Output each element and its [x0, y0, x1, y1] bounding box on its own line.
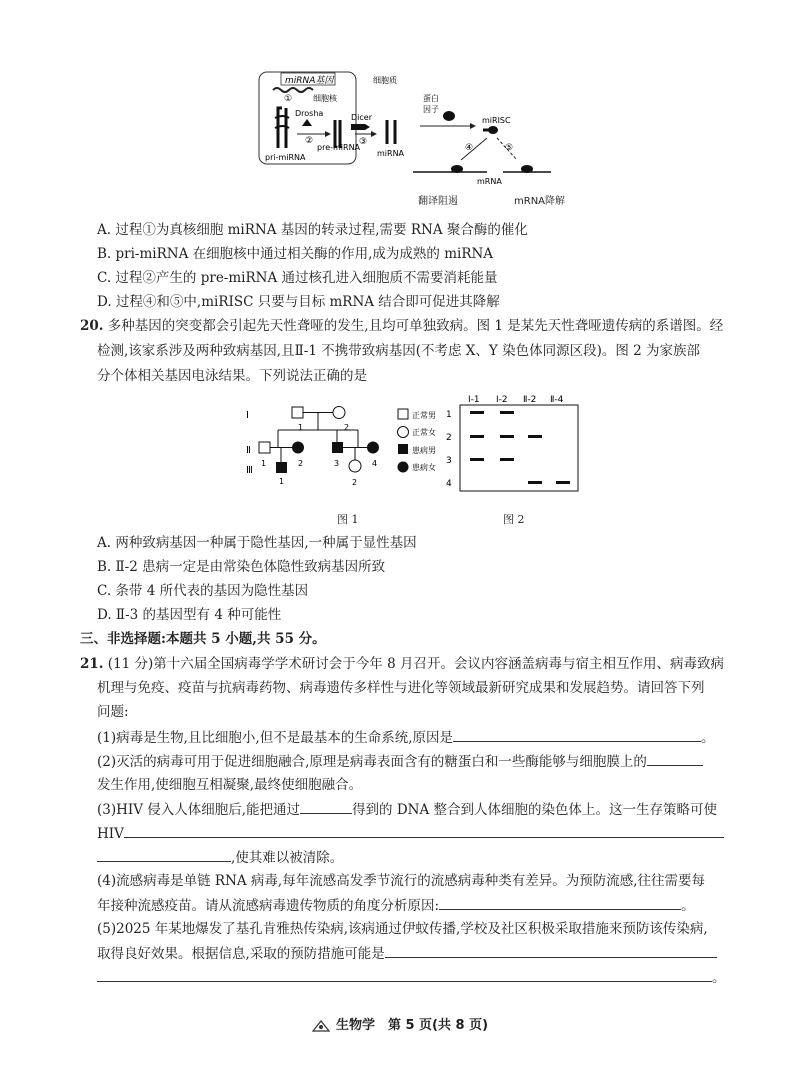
q21-stem-line2: 机理与免疫、疫苗与抗病毒药物、病毒遗传多样性与进化等领域最新研究成果和发展趋势。请回答下列: [97, 680, 705, 696]
q20-stem-line1: 20. 多种基因的突变都会引起先天性聋哑的发生,且均可单独致病。图 1 是某先天性聋哑遗传病的系谱图。经: [80, 318, 724, 334]
q21-part2-answer-blank[interactable]: [647, 751, 703, 766]
mrna-degrade-label: mRNA降解: [514, 196, 566, 207]
step1-marker: ①: [284, 94, 293, 104]
gel-frame: [460, 405, 578, 491]
footer-text: 生物学 第 5 页(共 8 页): [335, 1018, 489, 1033]
legend-normal-female: 正常女: [412, 428, 436, 437]
mrna-label: mRNA: [477, 177, 502, 186]
q21-part4-line1: (4)流感病毒是单链 RNA 病毒,每年流感高发季节流行的流感病毒种类有差异。为预防流感,往往需要每: [97, 873, 706, 889]
band-i2-r1: [500, 411, 514, 414]
dicer-label: Dicer: [351, 113, 372, 122]
pedigree-chart: [240, 400, 450, 500]
q21-part5-answer-blank-cont[interactable]: [97, 967, 712, 982]
step3-marker: ③: [359, 137, 368, 147]
q21-part1-answer-blank[interactable]: [453, 727, 701, 742]
svg-text:2: 2: [344, 423, 350, 432]
section-3-heading: 三、非选择题:本题共 5 小题,共 55 分。: [80, 631, 326, 647]
mirisc-label: miRISC: [482, 116, 511, 125]
q20-number: 20.: [80, 318, 104, 334]
generation-i-label: Ⅰ: [246, 410, 249, 421]
q19-option-b: B. pri-miRNA 在细胞核中通过相关酶的作用,成为成熟的 miRNA: [97, 246, 494, 262]
generation-ii-label: Ⅱ: [246, 445, 251, 456]
q21-part3-line3: ,使其难以被清除。: [97, 847, 343, 868]
q21-part5-line1: (5)2025 年某地爆发了基孔肯雅热传染病,该病通过伊蚊传播,学校及社区积极采取措施来预防该传染病,: [97, 921, 708, 937]
band-i2-r3: [500, 458, 514, 461]
iii2-normal-female: [349, 460, 361, 472]
q21-part3-answer-blank-strategy[interactable]: [124, 823, 724, 838]
q21-part3-answer-blank-strategy-cont[interactable]: [97, 847, 231, 862]
q20-option-d: D. Ⅱ-3 的基因型有 4 种可能性: [97, 607, 282, 623]
q21-number: 21.: [80, 656, 104, 672]
q20-option-a: A. 两种致病基因一种属于隐性基因,一种属于显性基因: [97, 535, 417, 551]
q20-stem-line2: 检测,该家系涉及两种致病基因,且Ⅱ-1 不携带致病基因(不考虑 X、Y 染色体同源区段)。图 2 为家族部: [97, 343, 701, 359]
q21-part4-line2: 年接种流感疫苗。请从流感病毒遗传物质的角度分析原因: 。: [97, 895, 695, 916]
q20-option-b: B. Ⅱ-2 患病一定是由常染色体隐性致病基因所致: [97, 559, 386, 575]
band-i1-r2: [470, 435, 484, 438]
gel-row-1: 1: [446, 410, 452, 420]
band-i1-r3: [470, 458, 484, 461]
iii1-affected-male: [276, 462, 287, 473]
i2-normal-female: [333, 407, 345, 419]
svg-text:1: 1: [261, 459, 267, 468]
gel-row-3: 3: [446, 456, 452, 466]
translation-block-label: 翻译阻遏: [418, 196, 458, 207]
q21-part5-line2: 取得良好效果。根据信息,采取的预防措施可能是: [97, 943, 717, 964]
gel-row-2: 2: [446, 433, 452, 443]
band-ii2-r4: [528, 481, 542, 484]
gel-row-4: 4: [446, 479, 452, 489]
ii4-affected-female: [367, 442, 379, 454]
figure-2-caption: 图 2: [503, 513, 525, 526]
band-i1-r1: [470, 411, 484, 414]
pri-mirna-label: pri-miRNA: [265, 153, 306, 162]
drosha-label: Drosha: [295, 109, 324, 118]
step4-marker: ④: [465, 143, 474, 153]
step2-marker: ②: [305, 136, 314, 146]
legend-affected-male: 患病男: [412, 446, 436, 455]
cytoplasm-label: 细胞质: [373, 76, 397, 85]
svg-text:3: 3: [334, 459, 340, 468]
svg-text:1: 1: [279, 477, 285, 486]
q21-part3-answer-blank-process[interactable]: [300, 799, 352, 814]
q20-stem-line3: 分个体相关基因电泳结果。下列说法正确的是: [97, 368, 367, 384]
q20-option-c: C. 条带 4 所代表的基因为隐性基因: [97, 583, 309, 599]
q21-part4-answer-blank[interactable]: [439, 895, 681, 910]
legend-normal-male: 正常男: [412, 411, 436, 420]
q21-part2-line2: 发生作用,使细胞互相凝聚,最终使细胞融合。: [97, 777, 363, 793]
svg-text:2: 2: [352, 478, 358, 487]
q21-part3-line2: HIV: [97, 823, 724, 844]
q19-option-d: D. 过程④和⑤中,miRISC 只要与目标 mRNA 结合即可促进其降解: [97, 294, 500, 310]
gel-col-i2: Ⅰ-2: [496, 395, 508, 405]
band-ii4-r4: [556, 481, 570, 484]
svg-text:4: 4: [372, 459, 378, 468]
ii1-normal-male: [259, 442, 270, 453]
band-ii2-r2: [528, 435, 542, 438]
nucleus-label: 细胞核: [313, 94, 337, 103]
electrophoresis-gel: [440, 392, 590, 502]
q21-stem-line1: 21. (11 分)第十六届全国病毒学学术研讨会于今年 8 月召开。会议内容涵盖病毒与宿主相互作用、病毒致病: [80, 656, 724, 672]
mirna-pathway-diagram: [255, 68, 555, 188]
svg-text:1: 1: [298, 423, 304, 432]
q21-part5-line3: 。: [97, 967, 726, 988]
q21-stem-line3: 问题:: [97, 704, 129, 720]
q21-part5-answer-blank[interactable]: [385, 943, 717, 958]
step5-marker: ⑤: [505, 143, 514, 153]
q21-part3-line1: (3)HIV 侵入人体细胞后,能把通过 得到的 DNA 整合到人体细胞的染色体上。这一生存策略可使: [97, 799, 717, 820]
q19-option-c: C. 过程②产生的 pre-miRNA 通过核孔进入细胞质不需要消耗能量: [97, 270, 498, 286]
mirna-gene-label: miRNA基因: [285, 76, 334, 86]
page-footer: [0, 1014, 800, 1033]
ii3-affected-male: [332, 442, 343, 453]
band-i2-r2: [500, 435, 514, 438]
gel-col-i1: Ⅰ-1: [468, 395, 480, 405]
legend-affected-female: 患病女: [412, 463, 436, 472]
ii2-affected-female: [292, 442, 304, 454]
factor-label: 因子: [423, 105, 439, 114]
q21-part2-line1: (2)灭活的病毒可用于促进细胞融合,原理是病毒表面含有的糖蛋白和一些酶能够与细胞膜上的: [97, 751, 703, 772]
i1-normal-male: [292, 407, 303, 418]
gel-col-ii2: Ⅱ-2: [523, 395, 537, 405]
q21-part1: (1)病毒是生物,且比细胞小,但不是最基本的生命系统,原因是 。: [97, 727, 715, 748]
generation-iii-label: Ⅲ: [246, 465, 253, 476]
publisher-logo: [312, 1019, 330, 1033]
svg-text:2: 2: [298, 459, 304, 468]
mirna-label: miRNA: [377, 149, 405, 158]
figure-1-caption: 图 1: [337, 513, 359, 526]
gel-bands: [470, 411, 570, 484]
gel-col-ii4: Ⅱ-4: [550, 395, 564, 405]
q19-option-a: A. 过程①为真核细胞 miRNA 基因的转录过程,需要 RNA 聚合酶的催化: [97, 222, 528, 238]
protein-label: 蛋白: [423, 94, 439, 103]
pre-mirna-label: pre-miRNA: [317, 143, 361, 152]
